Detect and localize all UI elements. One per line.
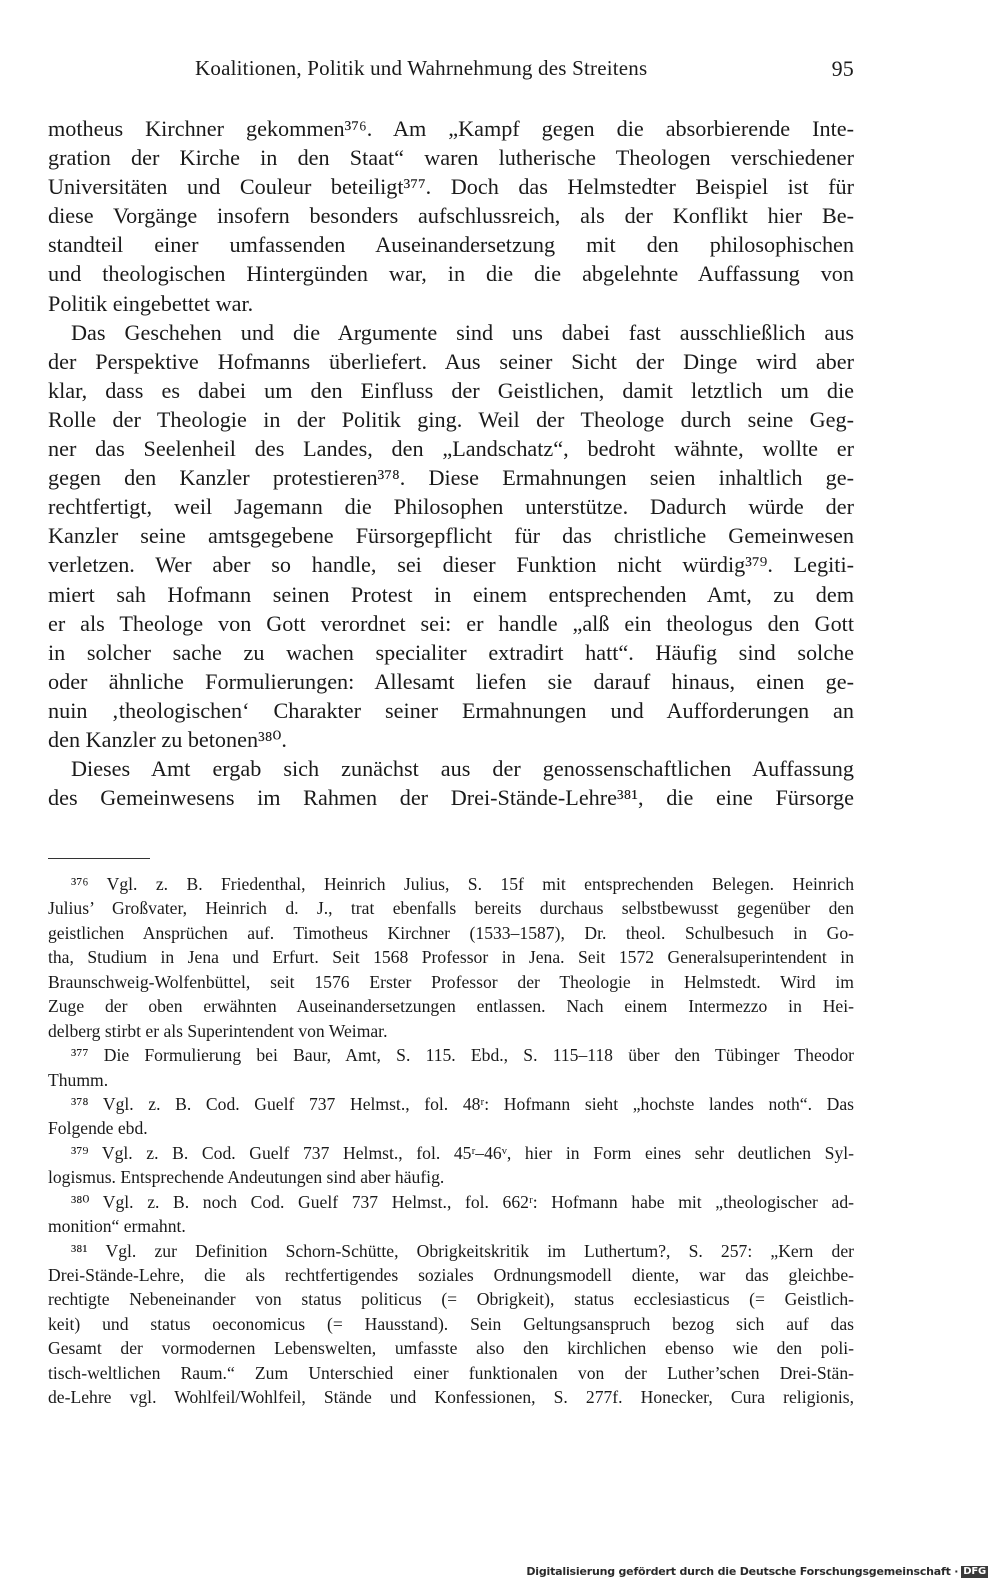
body-line: Das Geschehen und die Argumente sind uns dabei fast ausschließlich aus bbox=[71, 319, 854, 345]
body-line: motheus Kirchner gekommen³⁷⁶. Am „Kampf gegen die absorbierende Inte- bbox=[48, 116, 854, 141]
footnote-line: Braunschweig-Wolfenbüttel, seit 1576 Erster Professor der Theologie in Helmstedt. Wird im bbox=[48, 971, 854, 992]
footnote-line: Gesamt der vormodernen Lebenswelten, umfasste also den kirchlichen ebenso wie den poli- bbox=[48, 1338, 854, 1359]
body-line: rechtfertigt, weil Jagemann die Philosophen unterstütze. Dadurch würde der bbox=[48, 494, 854, 520]
footnote-line: ³⁸⁰ Vgl. z. B. noch Cod. Guelf 737 Helmst., fol. 662ʳ: Hofmann habe mit „theologischer ad- bbox=[71, 1191, 854, 1212]
digitization-credit bbox=[526, 1565, 988, 1578]
body-line: Dieses Amt ergab sich zunächst aus der genossenschaftlichen Auffassung bbox=[71, 756, 854, 782]
main-text bbox=[48, 114, 854, 812]
body-line: klar, dass es dabei um den Einfluss der Geistlichen, damit letztlich um die bbox=[48, 377, 854, 403]
footnote-line: Drei-Stände-Lehre, die als rechtfertigendes soziales Ordnungsmodell diente, war das gleichbe- bbox=[48, 1265, 854, 1285]
footnote-line: tha, Studium in Jena und Erfurt. Seit 1568 Professor in Jena. Seit 1572 Generalsuperintendent in bbox=[48, 947, 854, 968]
footnote-line: ³⁷⁹ Vgl. z. B. Cod. Guelf 737 Helmst., fol. 45ʳ–46ᵛ, hier in Form eines sehr deutlichen Syl- bbox=[71, 1142, 854, 1163]
footnote-line: Zuge der oben erwähnten Auseinandersetzungen entlassen. Nach einem Intermezzo in Hei- bbox=[48, 996, 854, 1017]
running-head-title: Koalitionen, Politik und Wahrnehmung des Streitens bbox=[195, 56, 648, 80]
body-line: und theologischen Hintergünden war, in die die abgelehnte Auffassung von bbox=[48, 261, 854, 287]
footnote-line: Folgende ebd. bbox=[48, 1118, 148, 1139]
body-line: gration der Kirche in den Staat“ waren lutherische Theologen verschiedener bbox=[48, 145, 854, 171]
body-line: ner das Seelenheil des Landes, den „Landschatz“, bedroht wähnte, wollte er bbox=[48, 436, 854, 462]
body-line: den Kanzler zu betonen³⁸⁰. bbox=[48, 726, 287, 752]
footnote-line: ³⁷⁶ Vgl. z. B. Friedenthal, Heinrich Julius, S. 15f mit entsprechenden Belegen. Heinrich bbox=[71, 874, 854, 894]
body-line: nuin ‚theologischen‘ Charakter seiner Ermahnungen und Aufforderungen an bbox=[48, 697, 854, 723]
body-line: er als Theologe von Gott verordnet sei: er handle „alß ein theologus den Gott bbox=[48, 610, 854, 636]
body-line: oder ähnliche Formulierungen: Allesamt liefen sie darauf hinaus, einen ge- bbox=[48, 668, 854, 694]
body-line: miert sah Hofmann seinen Protest in einem entsprechenden Amt, zu dem bbox=[48, 581, 854, 607]
body-line: standteil einer umfassenden Auseinandersetzung mit den philosophischen bbox=[48, 232, 854, 258]
credit-text: Digitalisierung gefördert durch die Deutsche Forschungsgemeinschaft · bbox=[526, 1565, 959, 1578]
footnote-line: tisch-weltlichen Raum.“ Zum Unterschied einer funktionalen von der Luther’schen Drei-Stän- bbox=[48, 1362, 854, 1383]
body-line: Politik eingebettet war. bbox=[48, 290, 254, 316]
body-line: verletzen. Wer aber so handle, sei dieser Funktion nicht würdig³⁷⁹. Legiti- bbox=[48, 552, 854, 578]
body-line: des Gemeinwesens im Rahmen der Drei-Stände-Lehre³⁸¹, die eine Fürsorge bbox=[48, 785, 854, 811]
footnotes bbox=[48, 872, 854, 1410]
body-line: in solcher sache zu wachen specialiter extradirt hatt“. Häufig sind solche bbox=[48, 639, 854, 665]
footnote-line: rechtigte Nebeneinander von status politicus (= Obrigkeit), status ecclesiasticus (= Geistlich- bbox=[48, 1289, 854, 1310]
footnote-line: Julius’ Großvater, Heinrich d. J., trat ebenfalls bereits durchaus selbstbewusst gegenüber den bbox=[48, 898, 854, 919]
footnote-line: de-Lehre vgl. Wohlfeil/Wohlfeil, Stände und Konfessionen, S. 277f. Honecker, Cura religionis, bbox=[48, 1387, 854, 1408]
footnote-separator bbox=[48, 858, 150, 859]
running-head bbox=[48, 56, 854, 86]
body-line: der Perspektive Hofmanns überliefert. Aus seiner Sicht der Dinge wird aber bbox=[48, 348, 854, 374]
body-line: Universitäten und Couleur beteiligt³⁷⁷. Doch das Helmstedter Beispiel ist für bbox=[48, 174, 854, 200]
body-line: Rolle der Theologie in der Politik ging. Weil der Theologe durch seine Geg- bbox=[48, 406, 854, 432]
footnote-line: ³⁸¹ Vgl. zur Definition Schorn-Schütte, Obrigkeitskritik im Luthertum?, S. 257: „Kern der bbox=[71, 1240, 854, 1261]
body-line: Kanzler seine amtsgegebene Fürsorgepflicht für das christliche Gemeinwesen bbox=[48, 523, 854, 549]
footnote-line: geistlichen Ansprüchen auf. Timotheus Kirchner (1533–1587), Dr. theol. Schulbesuch in Go- bbox=[48, 922, 854, 943]
footnote-line: Thumm. bbox=[48, 1069, 109, 1090]
body-line: gegen den Kanzler protestieren³⁷⁸. Diese Ermahnungen seien inhaltlich ge- bbox=[48, 465, 854, 491]
dfg-logo-icon: DFG bbox=[963, 1566, 986, 1577]
footnote-line: ³⁷⁷ Die Formulierung bei Baur, Amt, S. 115. Ebd., S. 115–118 über den Tübinger Theodor bbox=[71, 1045, 854, 1066]
body-line: diese Vorgänge insofern besonders aufschlussreich, als der Konflikt hier Be- bbox=[48, 203, 854, 229]
footnote-line: keit) und status oeconomicus (= Hausstand). Sein Geltungsanspruch bezog sich auf das bbox=[48, 1313, 854, 1334]
page-number: 95 bbox=[831, 56, 854, 81]
footnote-line: logismus. Entsprechende Andeutungen sind aber häufig. bbox=[48, 1167, 445, 1188]
footnote-line: ³⁷⁸ Vgl. z. B. Cod. Guelf 737 Helmst., fol. 48ʳ: Hofmann sieht „hochste landes noth“. Das bbox=[71, 1093, 854, 1114]
footnote-line: monition“ ermahnt. bbox=[48, 1216, 186, 1237]
footnote-line: delberg stirbt er als Superintendent von Weimar. bbox=[48, 1020, 388, 1041]
